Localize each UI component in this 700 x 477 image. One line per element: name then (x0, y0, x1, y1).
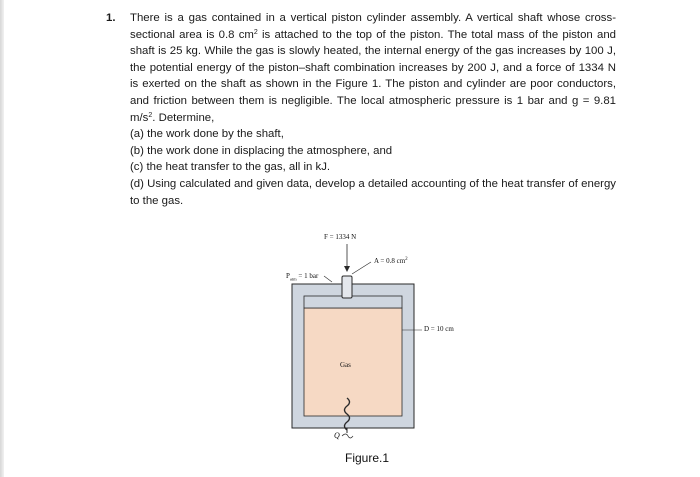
area-label (374, 257, 408, 265)
area-unit-exponent: 2 (253, 28, 258, 36)
figure-caption: Figure.1 (345, 451, 390, 465)
area-label-text: A = 0.8 cm (374, 257, 406, 265)
diameter-label: D = 10 cm (424, 325, 454, 333)
patm-subscript: atm (289, 276, 297, 282)
problem-body (130, 10, 616, 209)
paragraph-text-2: is attached to the top of the piston. The total mass of the piston and shaft is 25 kg. While the gas is slowly heated, the internal energy of the gas increases by 100 J, the potential energy of the piston–shaft combination increases by 200 J, and a force of 1334 N is exerted on the shaft as shown in the Figure 1. The piston and cylinder are poor conductors, and friction between them is negligible. The local atmospheric pressure is 1 bar and g = 9.81 m/s (130, 28, 616, 124)
patm-symbol: P (286, 272, 290, 280)
force-arrow-head (344, 266, 350, 272)
paragraph-text-3: . Determine, (152, 111, 215, 124)
problem-number: 1. (106, 12, 116, 24)
question-a: (a) the work done by the shaft, (130, 128, 284, 141)
shaft (342, 276, 352, 298)
question-b: (b) the work done in displacing the atmosphere, and (130, 144, 393, 157)
area-label-exponent: 2 (405, 257, 408, 262)
patm-leader-line (324, 276, 332, 282)
heat-source-mark (342, 434, 353, 438)
question-c: (c) the heat transfer to the gas, all in kJ. (130, 161, 331, 174)
patm-value: = 1 bar (296, 272, 319, 280)
gas-region (304, 308, 402, 416)
question-d: (d) Using calculated and given data, develop a detailed accounting of the heat transfer of energy to the gas. (130, 177, 616, 207)
gas-label: Gas (340, 361, 351, 369)
problem-statement (106, 10, 616, 209)
heat-transfer-label: Q (334, 431, 340, 440)
paragraph-text-1: There is a gas contained in a vertical piston cylinder assembly. A vertical shaft whose cross-sectional area is 0.8 cm (130, 12, 616, 41)
problem-paragraph (130, 10, 616, 126)
atmospheric-pressure-label (286, 272, 318, 281)
area-leader-line (352, 262, 371, 274)
force-label: F = 1334 N (324, 233, 357, 241)
piston (304, 296, 402, 308)
page-edge-shadow (0, 0, 4, 477)
gravity-unit-exponent: 2 (148, 111, 153, 119)
piston-cylinder-figure (270, 228, 500, 468)
